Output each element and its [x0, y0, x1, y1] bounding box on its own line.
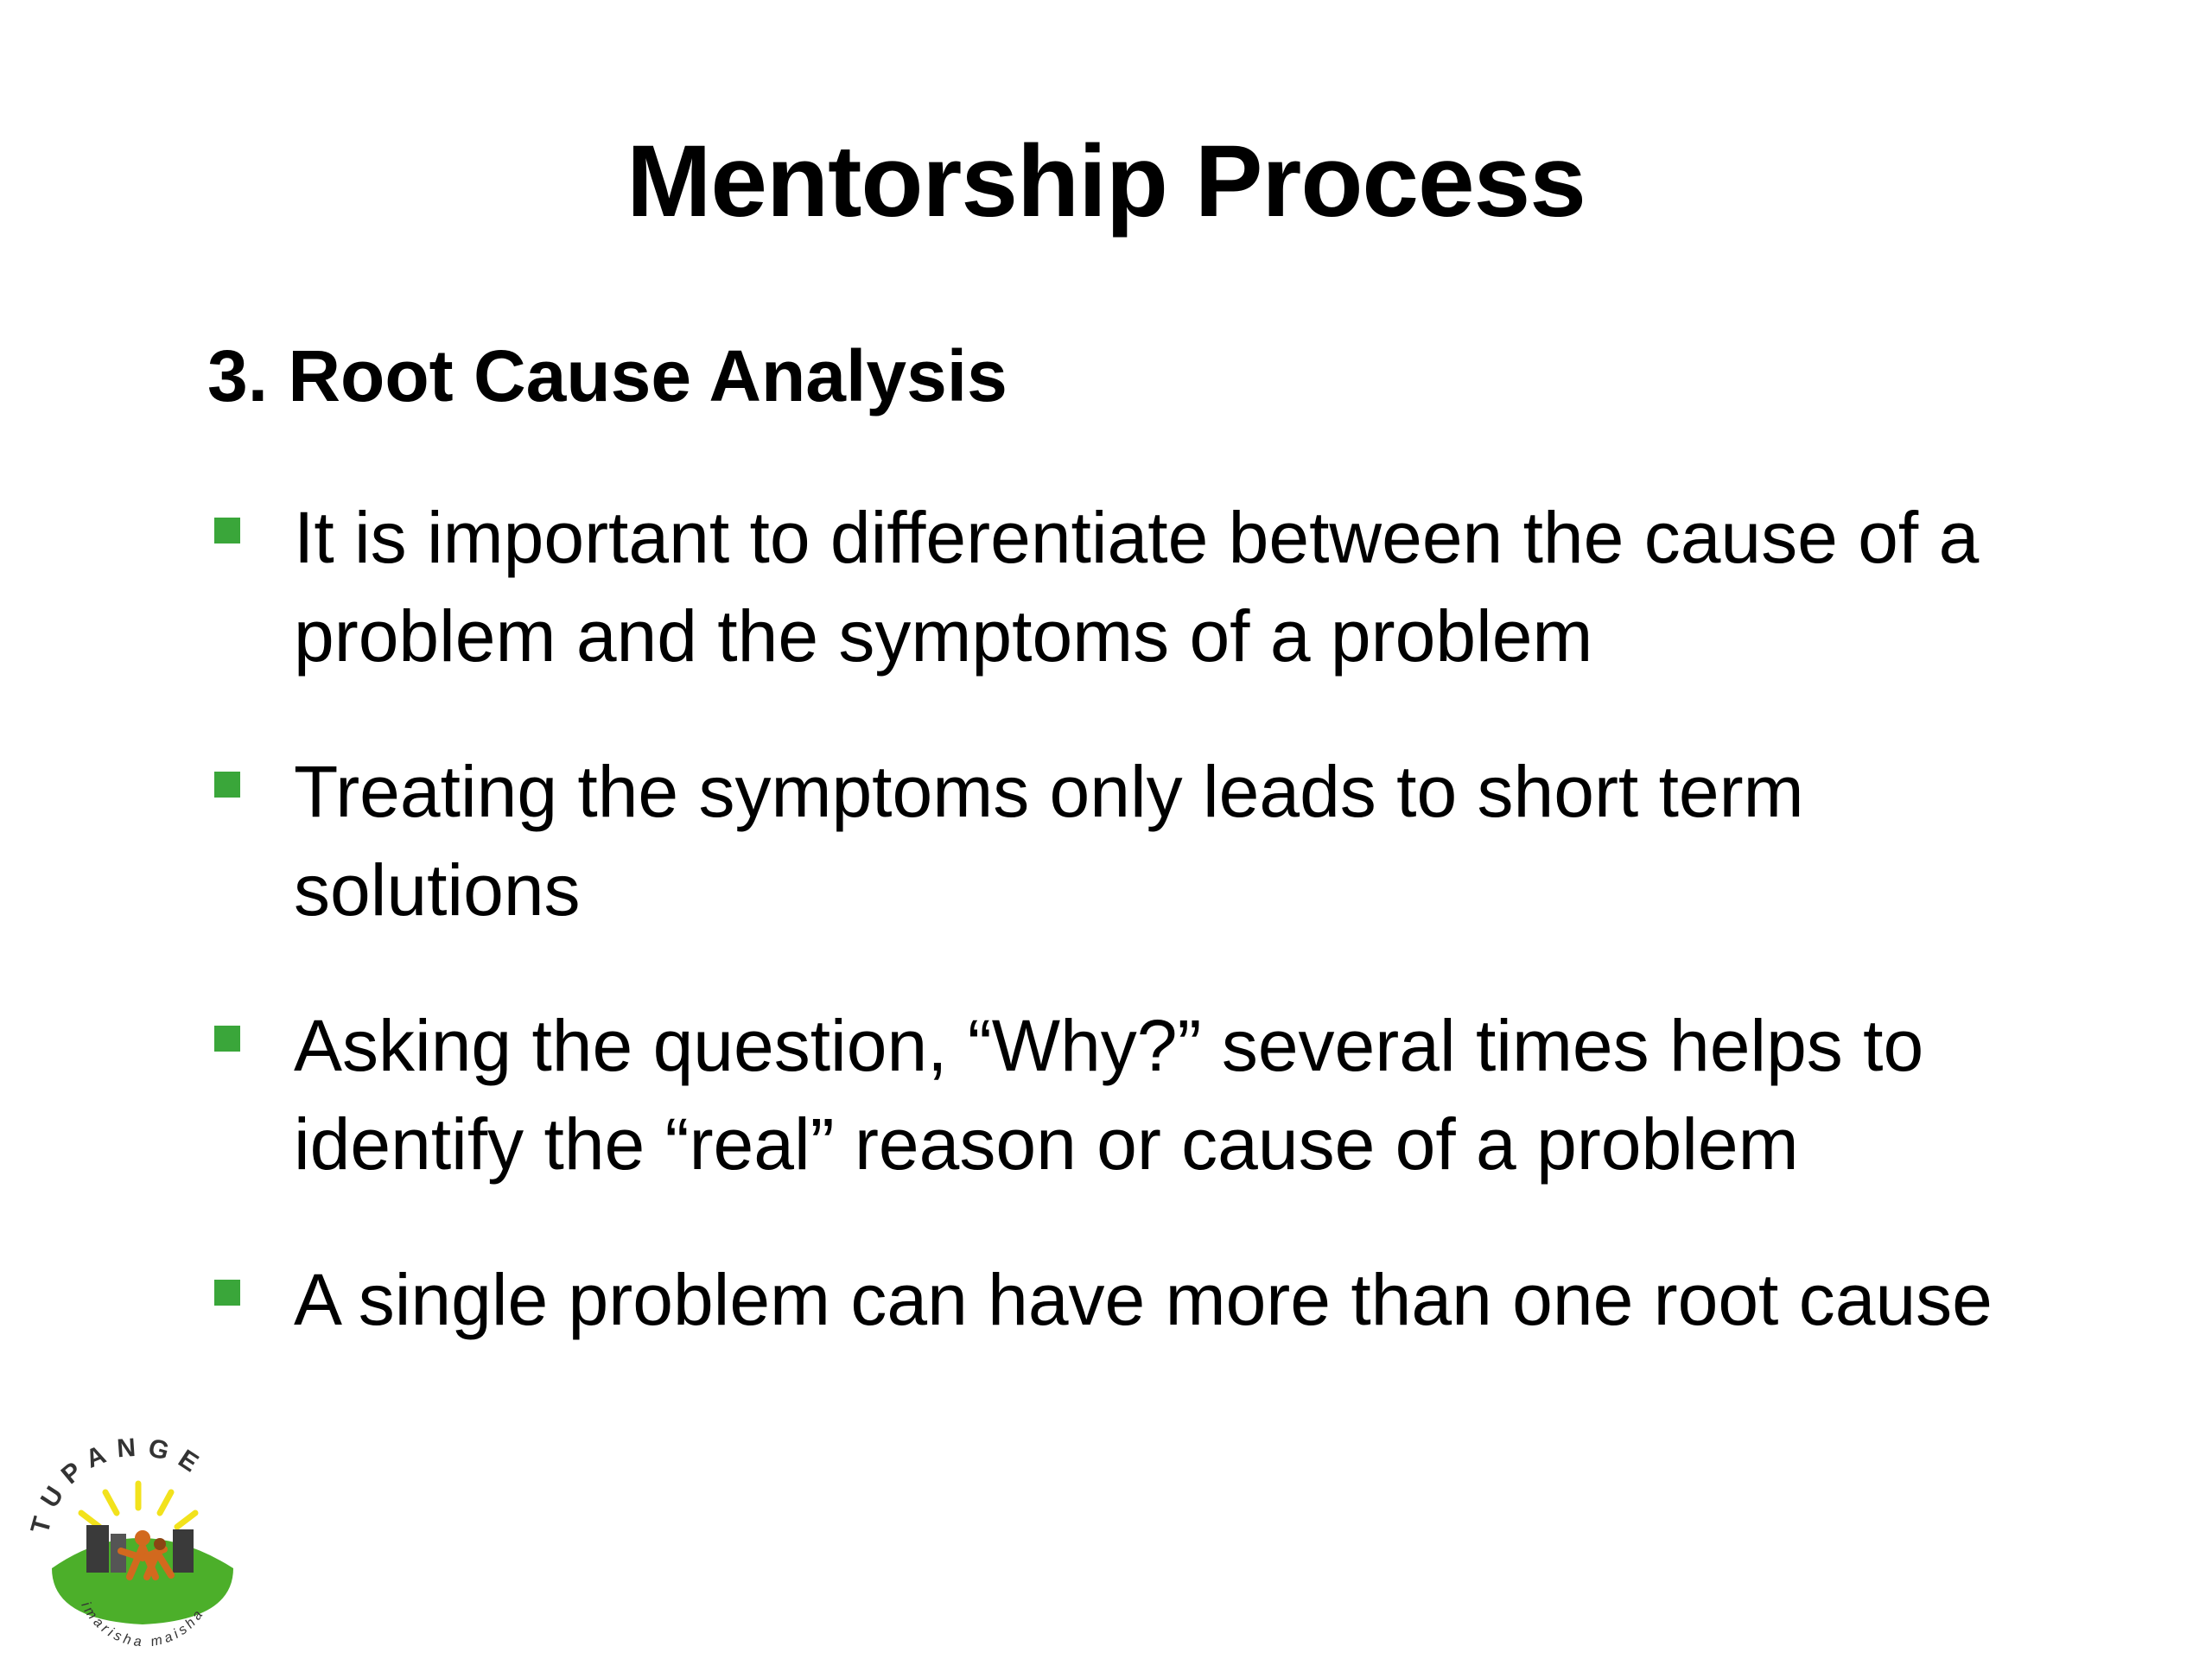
bullet-item [207, 1250, 2108, 1349]
square-bullet-icon [214, 772, 240, 798]
tupange-logo [26, 1404, 251, 1646]
square-bullet-icon [214, 1026, 240, 1052]
square-bullet-icon [214, 1280, 240, 1306]
bullet-text: It is important to differentiate between the cause of a problem and the symptoms of a problem [294, 497, 1980, 677]
logo-wordmark: TUPANGE [26, 1433, 213, 1537]
bullet-item [207, 488, 2108, 685]
bullet-item [207, 742, 2108, 939]
bullet-list [207, 488, 2108, 1406]
bullet-text: Treating the symptoms only leads to short term solutions [294, 751, 1804, 931]
bullet-item [207, 996, 2108, 1193]
bullet-text: Asking the question, “Why?” several times helps to identify the “real” reason or cause of a problem [294, 1005, 1924, 1185]
bullet-text: A single problem can have more than one root cause [294, 1259, 1993, 1340]
section-heading: 3. Root Cause Analysis [207, 335, 1007, 416]
logo-tagline: imarisha maisha [78, 1599, 208, 1646]
slide-title: Mentorship Process [626, 124, 1586, 238]
square-bullet-icon [214, 518, 240, 543]
